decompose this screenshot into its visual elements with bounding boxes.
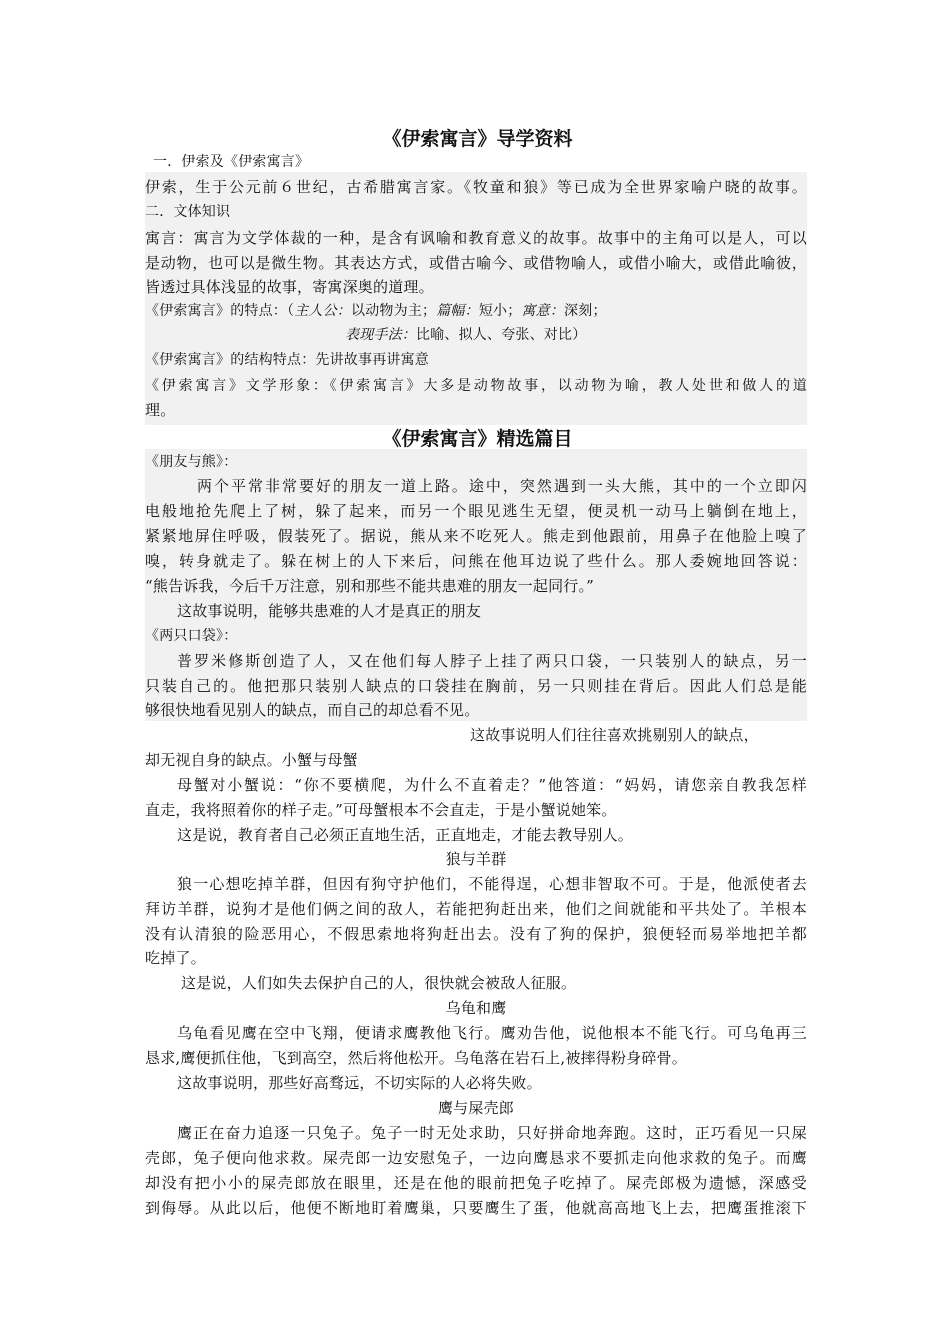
feature-value: 深刻； <box>564 303 607 319</box>
paragraph-line: 寓言：寓言为文学体裁的一种，是含有讽喻和教育意义的故事。故事中的主角可以是人，可以 <box>145 229 807 247</box>
paragraph-line: 到侮辱。从此以后，他便不断地盯着鹰巢，只要鹰生了蛋，他就高高地飞上去，把鹰蛋推滚下 <box>145 1199 807 1217</box>
feature-value: 以动物为主； <box>351 303 437 319</box>
story-moral: 这是说，教育者自己必须正直地生活，正直地走，才能去教导别人。 <box>177 826 634 844</box>
paragraph-line: 伊索，生于公元前６世纪，古希腊寓言家。《牧童和狼》等已成为全世界家喻户晓的故事。 <box>145 178 807 196</box>
story-title: 《朋友与熊》： <box>145 454 238 470</box>
story-title: 《两只口袋》： <box>145 628 238 644</box>
feature-key: 表现手法： <box>345 327 416 343</box>
features-prefix: 《伊索寓言》的特点：（ <box>145 303 295 319</box>
paragraph-line: 吃掉了。 <box>145 949 206 967</box>
paragraph-line: 拜访羊群，说狗才是他们俩之间的敌人，若能把狗赶出来，他们之间就能和平共处了。羊根本 <box>145 900 807 918</box>
feature-value: 比喻、拟人、夸张、对比） <box>416 327 587 343</box>
story-title: 乌龟和鹰 <box>445 999 507 1017</box>
section-heading: 二．文体知识 <box>145 204 231 220</box>
paragraph-line: 《伊索寓言》的结构特点：先讲故事再讲寓意 <box>145 352 429 368</box>
paragraph-line: 两个平常非常要好的朋友一道上路。途中，突然遇到一头大熊，其中的一个立即闪 <box>197 477 807 495</box>
story-moral: 却无视自身的缺点。小蟹与母蟹 <box>145 751 358 769</box>
features-line <box>145 299 607 323</box>
paragraph-line: 只装自己的。他把那只装别人缺点的口袋挂在胸前，另一只则挂在背后。因此人们总是能 <box>145 677 807 695</box>
story-moral: 这故事说明人们往往喜欢挑剔别人的缺点， <box>470 726 759 744</box>
story-moral: 这故事说明，那些好高骛远，不切实际的人必将失败。 <box>177 1074 542 1092</box>
paragraph-line: 普罗米修斯创造了人，又在他们每人脖子上挂了两只口袋，一只装别人的缺点，另一 <box>177 652 807 670</box>
paragraph-line: 皆透过具体浅显的故事，寄寓深奥的道理。 <box>145 278 434 296</box>
page-title: 《伊索寓言》导学资料 <box>382 128 573 150</box>
paragraph-line: 嗅，转身就走了。躲在树上的人下来后，问熊在他耳边说了些什么。那人委婉地回答说： <box>145 552 807 570</box>
paragraph-line: 够很快地看见别人的缺点，而自己的却总看不见。 <box>145 701 480 719</box>
paragraph-line: 壳郎，兔子便向他求救。屎壳郎一边安慰兔子，一边向鹰恳求不要抓走向他求救的兔子。而鹰 <box>145 1149 807 1167</box>
paragraph-line: 母蟹对小蟹说：“你不要横爬，为什么不直着走？”他答道：“妈妈，请您亲自教我怎样 <box>177 776 807 794</box>
paragraph-line: 鹰正在奋力追逐一只兔子。兔子一时无处求助，只好拼命地奔跑。这时，正巧看见一只屎 <box>177 1124 807 1142</box>
section-title: 《伊索寓言》精选篇目 <box>382 428 573 450</box>
paragraph-line: 恳求,鹰便抓住他，飞到高空，然后将他松开。乌龟落在岩石上,被摔得粉身碎骨。 <box>145 1049 687 1067</box>
paragraph-line: 乌龟看见鹰在空中飞翔，便请求鹰教他飞行。鹰劝告他，说他根本不能飞行。可乌龟再三 <box>177 1024 807 1042</box>
paragraph-line: 没有认清狼的险恶用心，不假思索地将狗赶出去。没有了狗的保护，狼便轻而易举地把羊都 <box>145 925 807 943</box>
features-line <box>345 323 586 347</box>
story-title: 鹰与屎壳郎 <box>437 1099 514 1117</box>
paragraph-line: 是动物，也可以是微生物。其表达方式，或借古喻今、或借物喻人，或借小喻大，或借此喻彼， <box>145 254 807 272</box>
paragraph-line: 《伊索寓言》文学形象：《伊索寓言》大多是动物故事，以动物为喻，教人处世和做人的道 <box>145 378 807 394</box>
feature-value: 短小； <box>478 303 522 319</box>
paragraph-line: 电般地抢先爬上了树，躲了起来，而另一个眼见逃生无望，便灵机一动马上躺倒在地上， <box>145 502 807 520</box>
story-title: 狼与羊群 <box>445 850 507 868</box>
paragraph-line: 理。 <box>145 401 176 419</box>
story-moral: 这故事说明，能够共患难的人才是真正的朋友 <box>177 602 482 620</box>
paragraph-line: 紧紧地屏住呼吸，假装死了。据说，熊从来不吃死人。熊走到他跟前，用鼻子在他脸上嗅了 <box>145 527 807 545</box>
feature-key: 寓意： <box>521 303 565 319</box>
paragraph-line: 狼一心想吃掉羊群，但因有狗守护他们，不能得逞，心想非智取不可。于是，他派使者去 <box>177 875 807 893</box>
paragraph-line: 却没有把小小的屎壳郎放在眼里，还是在他的眼前把兔子吃掉了。屎壳郎极为遗憾，深感受 <box>145 1174 807 1192</box>
paragraph-line: “熊告诉我，今后千万注意，别和那些不能共患难的朋友一起同行。” <box>145 577 595 595</box>
section-heading: 一．伊索及《伊索寓言》 <box>153 154 310 170</box>
story-moral: 这是说，人们如失去保护自己的人，很快就会被敌人征服。 <box>181 974 577 992</box>
feature-key: 篇幅： <box>436 303 479 319</box>
paragraph-line: 直走，我将照着你的样子走。”可母蟹根本不会直走，于是小蟹说她笨。 <box>145 801 617 819</box>
feature-key: 主人公： <box>294 303 352 319</box>
